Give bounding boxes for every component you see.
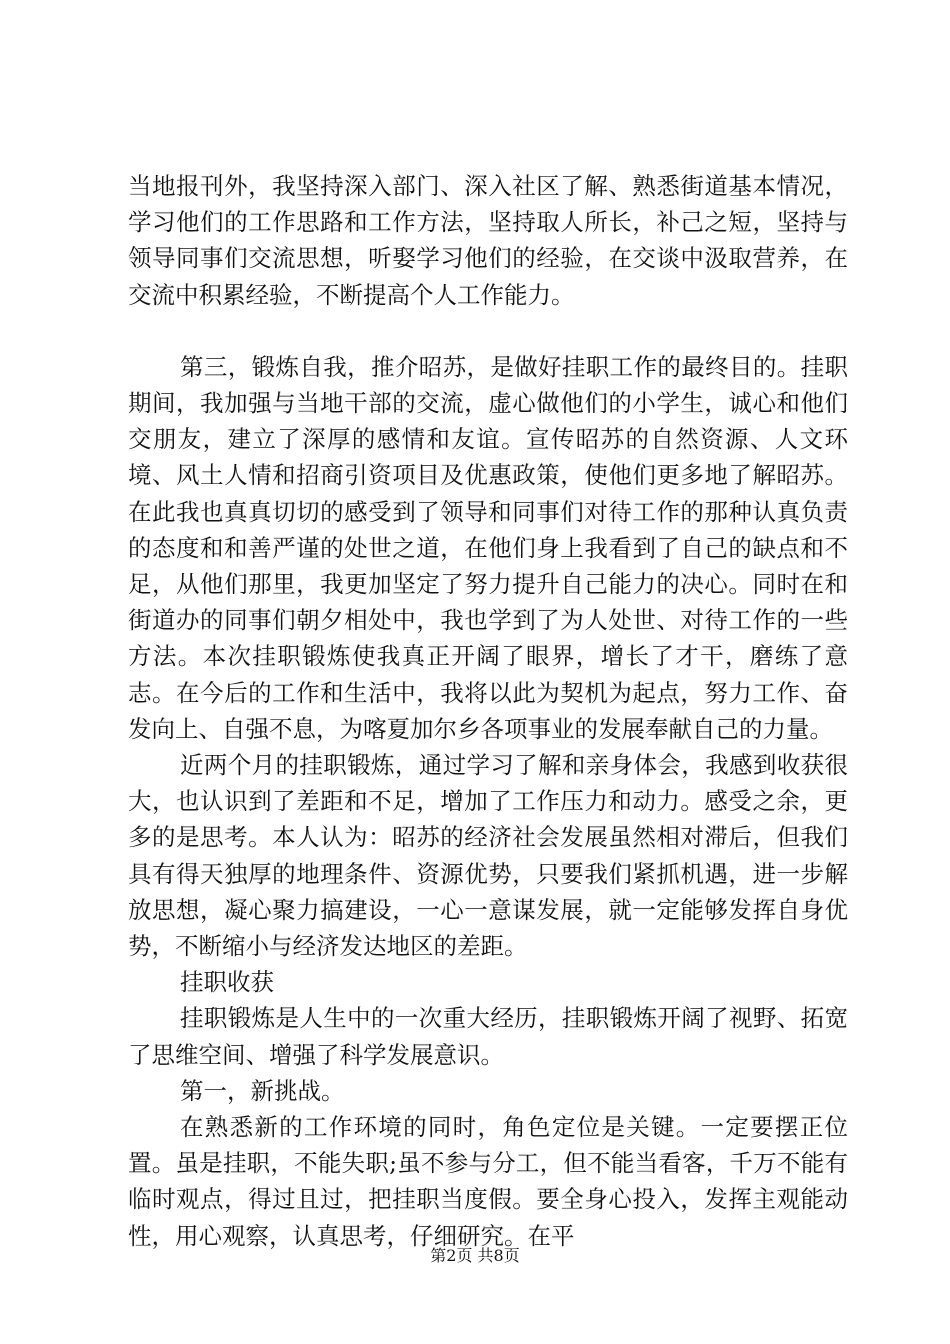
paragraph-5: 在熟悉新的工作环境的同时，角色定位是关键。一定要摆正位置。虽是挂职，不能失职;虽不参与分工，但不能当看客，千万不能有临时观点，得过且过，把挂职当度假。要全身心投入，发挥主观能动性，用心观察，认真思考，仔细研究。在平: [128, 1113, 848, 1250]
page-footer: 第2页 共8页: [430, 1246, 520, 1265]
document-body: [128, 168, 848, 1254]
paragraph-4: 挂职锻炼是人生中的一次重大经历，挂职锻炼开阔了视野、拓宽了思维空间、增强了科学发展意识。: [128, 1004, 848, 1069]
section-heading: 挂职收获: [180, 968, 274, 997]
subheading-first: 第一，新挑战。: [180, 1076, 345, 1105]
paragraph-2: 第三，锻炼自我，推介昭苏，是做好挂职工作的最终目的。挂职期间，我加强与当地干部的交流，虚心做他们的小学生，诚心和他们交朋友，建立了深厚的感情和友谊。宣传昭苏的自然资源、人文环境、风土人情和招商引资项目及优惠政策，使他们更多地了解昭苏。在此我也真真切切的感受到了领导和同事们对待工作的那种认真负责的态度和和善严谨的处世之道，在他们身上我看到了自己的缺点和不足，从他们那里，我更加坚定了努力提升自己能力的决心。同时在和街道办的同事们朝夕相处中，我也学到了为人处世、对待工作的一些方法。本次挂职锻炼使我真正开阔了眼界，增长了才干，磨练了意志。在今后的工作和生活中，我将以此为契机为起点，努力工作、奋发向上、自强不息，为喀夏加尔乡各项事业的发展奉献自己的力量。: [128, 352, 848, 743]
paragraph-1: 当地报刊外，我坚持深入部门、深入社区了解、熟悉街道基本情况，学习他们的工作思路和工作方法，坚持取人所长，补己之短，坚持与领导同事们交流思想，听娶学习他们的经验，在交谈中汲取营养，在交流中积累经验，不断提高个人工作能力。: [128, 172, 848, 309]
paragraph-3: 近两个月的挂职锻炼，通过学习了解和亲身体会，我感到收获很大，也认识到了差距和不足，增加了工作压力和动力。感受之余，更多的是思考。本人认为：昭苏的经济社会发展虽然相对滞后，但我们具有得天独厚的地理条件、资源优势，只要我们紧抓机遇，进一步解放思想，凝心聚力搞建设，一心一意谋发展，就一定能够发挥自身优势，不断缩小与经济发达地区的差距。: [128, 751, 848, 961]
paragraph-gap: [128, 313, 848, 349]
